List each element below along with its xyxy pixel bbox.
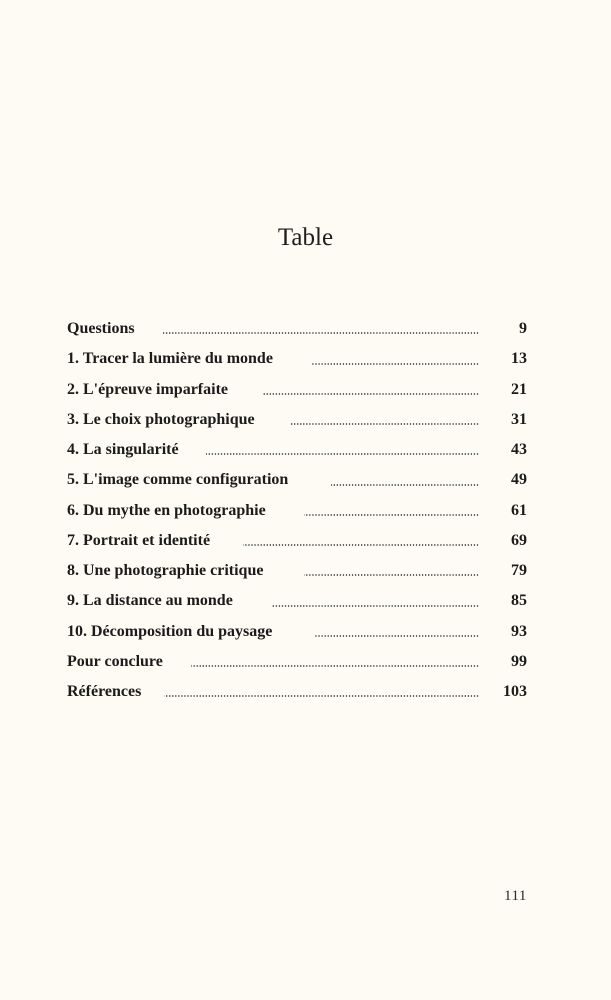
toc-entry-label: 10. Décomposition du paysage xyxy=(67,622,273,640)
toc-entry-label: Références xyxy=(67,683,142,701)
page-title: Table xyxy=(277,224,334,251)
dot-leader xyxy=(206,452,479,456)
toc-entry-questions[interactable] xyxy=(67,314,527,344)
toc-entry-label: Pour conclure xyxy=(67,652,163,670)
toc-entry-label: 9. La distance au monde xyxy=(67,592,233,610)
dot-leader xyxy=(191,664,479,668)
toc-entry-chapter-2[interactable] xyxy=(67,375,527,405)
toc-entry-page: 99 xyxy=(511,652,527,670)
toc-entry-chapter-7[interactable] xyxy=(67,526,527,556)
toc-entry-label: Questions xyxy=(67,320,135,338)
toc-entry-page: 69 xyxy=(511,531,527,549)
dot-leader xyxy=(243,543,479,547)
toc-entry-page: 93 xyxy=(511,622,527,640)
dot-leader xyxy=(291,422,479,426)
dot-leader xyxy=(331,483,479,487)
toc-entry-page: 21 xyxy=(511,380,527,398)
dot-leader xyxy=(263,392,479,396)
toc-entry-page: 43 xyxy=(511,441,527,459)
toc-entry-page: 85 xyxy=(511,592,527,610)
dot-leader xyxy=(311,362,479,366)
toc-entry-label: 7. Portrait et identité xyxy=(67,531,211,549)
dot-leader xyxy=(304,573,479,577)
toc-entry-chapter-8[interactable] xyxy=(67,556,527,586)
page-number: 111 xyxy=(504,888,527,904)
toc-entry-label: 5. L'image comme configuration xyxy=(67,471,289,489)
dot-leader xyxy=(162,331,479,335)
toc-entry-chapter-1[interactable] xyxy=(67,344,527,374)
toc-entry-page: 61 xyxy=(511,501,527,519)
dot-leader xyxy=(164,694,479,698)
toc-entry-label: 2. L'épreuve imparfaite xyxy=(67,380,229,398)
toc-entry-label: 3. Le choix photographique xyxy=(67,410,255,428)
toc-entry-page: 103 xyxy=(503,683,527,701)
dot-leader xyxy=(314,634,479,638)
toc-entry-label: 1. Tracer la lumière du monde xyxy=(67,350,273,368)
toc-entry-page: 31 xyxy=(511,410,527,428)
toc-entry-page: 13 xyxy=(511,350,527,368)
toc-entry-chapter-3[interactable] xyxy=(67,405,527,435)
dot-leader xyxy=(304,513,479,517)
toc-entry-chapter-10[interactable] xyxy=(67,617,527,647)
toc-entry-page: 9 xyxy=(519,320,527,338)
toc-entry-chapter-9[interactable] xyxy=(67,586,527,616)
toc-entry-chapter-4[interactable] xyxy=(67,435,527,465)
toc-entry-label: 8. Une photographie critique xyxy=(67,562,264,580)
toc-entry-page: 79 xyxy=(511,562,527,580)
toc-entry-chapter-5[interactable] xyxy=(67,465,527,495)
toc-entry-label: 6. Du mythe en photographie xyxy=(67,501,266,519)
toc-entry-references[interactable] xyxy=(67,677,527,707)
dot-leader xyxy=(271,604,479,608)
table-of-contents xyxy=(67,314,527,707)
toc-entry-page: 49 xyxy=(511,471,527,489)
toc-entry-conclusion[interactable] xyxy=(67,647,527,677)
toc-entry-label: 4. La singularité xyxy=(67,441,179,459)
toc-entry-chapter-6[interactable] xyxy=(67,496,527,526)
